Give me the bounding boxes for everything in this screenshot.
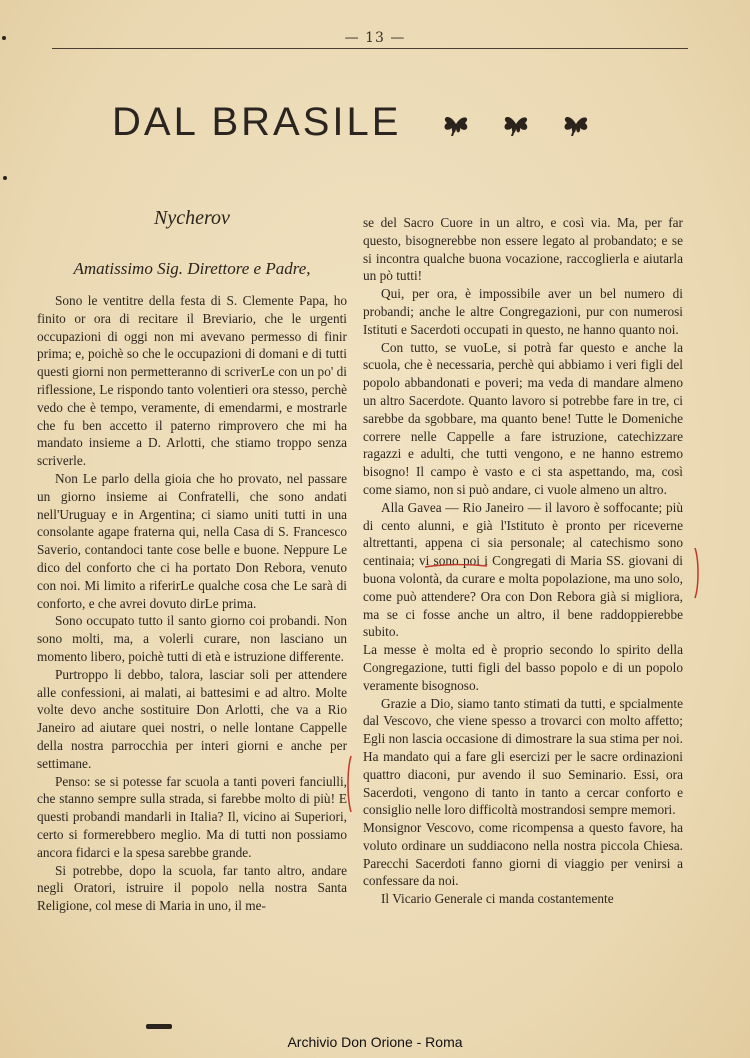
title-row	[112, 100, 593, 145]
ink-smudge	[146, 1024, 172, 1029]
fleuron-icon	[439, 108, 473, 138]
paragraph: Il Vicario Generale ci manda costantemente	[381, 891, 614, 907]
paragraph: Purtroppo li debbo, talora, lasciar soli per attendere alle confessioni, ai malati, ai battesimi e ad altro. Molte volte devo anche sostituire Don Arlotti, che va a Rio Janeiro ad aiutare quei nostri, o nelle lontane Cappelle della nostra parrocchia per interi giorni e anche per settimane.	[37, 666, 347, 771]
paragraph: Alla Gavea — Rio Janeiro — il lavoro è soffocante; più di cento alunni, e già l'Istituto è pronto per riceverne altrettanti, appena ci sia personale; al catechismo sono centinaia; vi sono poi i Congregati di Maria SS. giovani di buona volontà, da curare e molta popolazione, ma uno solo, come può attendere? Ora con Don Rebora già si migliora, ma se ci fosse anche un altro, il bene raddoppierebbe subito.	[363, 499, 683, 640]
paragraph: Con tutto, se vuoLe, si potrà far questo e anche la scuola, che è necessaria, perchè qui abbiamo i veri figli del popolo abbandonati e poveri; ma veda di mandare almeno un altro Sacerdote. Quanto lavoro si potrebbe fare in tre, ci sarebbe da sgobbare, ma quanto bene! Tutte le Domeniche correre nelle Cappelle a fare istruzione, catechizzare ragazzi e adulti, che tutti vengono, e ne hanno estremo bisogno! Il campo è vasto e ci sta aspettando, ma, così come siamo, non si può andare, ci vuole almeno un altro.	[363, 339, 683, 497]
paragraph: Sono occupato tutto il santo giorno coi probandi. Non sono molti, ma, a volerli curare, non lasciano un momento libero, poichè tutti di età e istruzione differente.	[37, 613, 347, 664]
right-column	[363, 214, 683, 908]
letter-salutation: Amatissimo Sig. Direttore e Padre,	[73, 259, 311, 278]
archive-footer: Archivio Don Orione - Roma	[287, 1034, 463, 1050]
paragraph: Monsignor Vescovo, come ricompensa a questo favore, ha voluto ordinare un suddiacono nella nostra piccola Chiesa. Parecchi Sacerdoti fanno giorni di viaggio per venirsi a confessare da noi.	[363, 820, 683, 889]
ink-speck	[3, 176, 7, 180]
ornament-group	[439, 108, 593, 138]
paragraph: Grazie a Dio, siamo tanto stimati da tutti, e spcialmente dal Vescovo, che viene spesso a trovarci con molto affetto; Egli non lascia occasione di dimostrare la sua stima per noi. Ha mandato qui a fare gli esercizi per le sacre ordinazioni quattro diaconi, pur avendo il suo Seminario. Essi, ora Sacerdoti, vengono di tanto in tanto a cercar conforto e consiglio nelle loro difficoltà mostrandosi sempre memori.	[363, 695, 683, 818]
paragraph: La messe è molta ed è proprio secondo lo spirito della Congregazione, tutti figli del basso popolo e di un popolo veramente bisognoso.	[363, 642, 683, 693]
left-column	[37, 292, 347, 915]
paragraph: Sono le ventitre della festa di S. Clemente Papa, ho finito or ora di recitare il Breviario, che le urgenti occupazioni di oggi non mi avevano permesso di finir prima; e, poichè so che le occupazioni di domani e di tutti questi giorni non permetteranno di scriverLe con un po' di riflessione, Le rispondo tanto volentieri ora stesso, perchè vedo che è tempo, veramente, di emendarmi, e mostrarle che fu ben accetto il paterno rimprovero che mi ha mandato insieme a D. Arlotti, che stiamo troppo senza scriverle.	[37, 293, 347, 469]
red-annotation-mark	[345, 754, 353, 814]
paragraph: Qui, per ora, è impossibile aver un bel numero di probandi; anche le altre Congregazioni, pur con numerosi Istituti e Sacerdoti occupati in questo, ne hanno quanto noi.	[363, 286, 683, 337]
paragraph: Non Le parlo della gioia che ho provato, nel passare un giorno insieme ai Confratelli, che sono andati nell'Uruguay e in Argentina; ci siamo uniti tutti in una consolante agape fraterna qui, nella Casa di S. Francesco Saverio, contandoci tante cose belle e buone. Neppure Le dico del conforto che ci ha portato Don Rebora, venuto con noi. Mi limito a riferirLe qualche cosa che Le sarà di conforto, e che avrei dovuto dirLe prima.	[37, 470, 347, 611]
red-annotation-mark	[693, 546, 701, 600]
paragraph: Si potrebbe, dopo la scuola, far tanto altro, andare negli Oratori, istruire il popolo nella nostra Santa Religione, col mese di Maria in uno, il me-	[37, 862, 347, 914]
red-strikethrough-mark	[423, 562, 489, 570]
letter-place: Nycherov	[154, 207, 230, 229]
page-number: — 13 —	[344, 30, 406, 46]
paragraph: se del Sacro Cuore in un altro, e così via. Ma, per far questo, bisognerebbe non essere legato al probandato; e se si incontra qualche buona vocazione, raccoglierla e aiutarla un pò tutti!	[363, 215, 683, 284]
header-rule	[52, 48, 688, 49]
page-title: DAL BRASILE	[112, 100, 402, 144]
fleuron-icon	[499, 108, 533, 138]
paragraph: Penso: se si potesse far scuola a tanti poveri fanciulli, che stanno sempre sulla strada, si farebbe molto di più! E questi probandi mandarli in Italia? Il, vicino ai Superiori, certo si formerebbero meglio. Ma di tutti non possiamo ancora fidarci e la spesa sarebbe grande.	[37, 773, 347, 860]
fleuron-icon	[559, 108, 593, 138]
